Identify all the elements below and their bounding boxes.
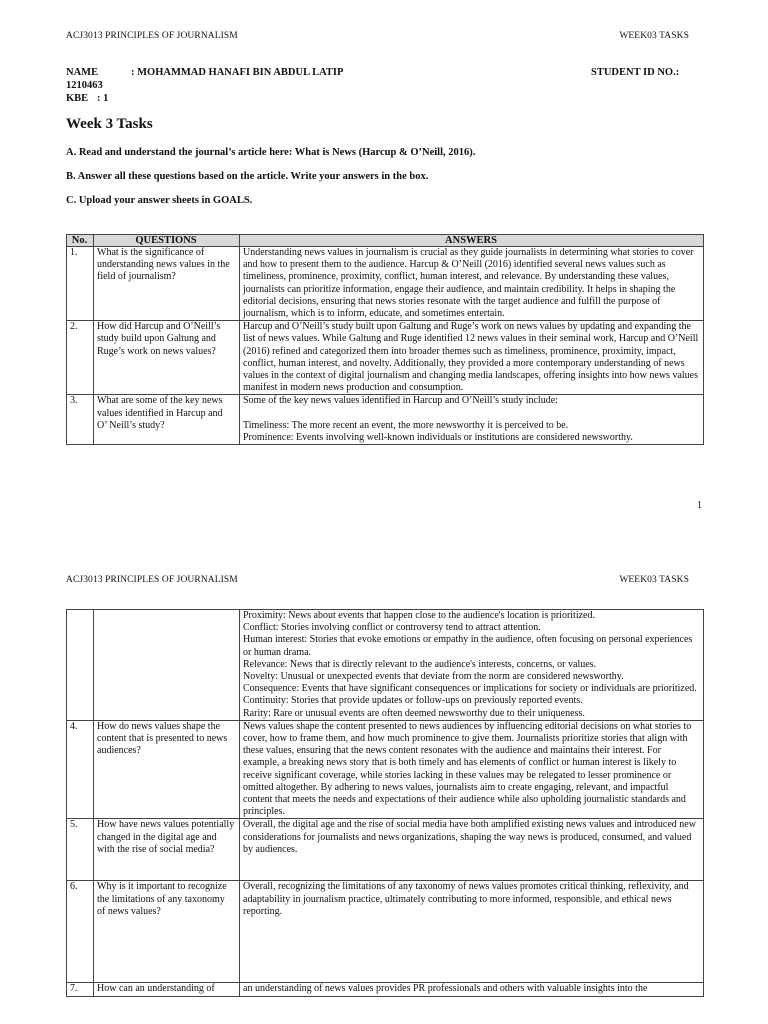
answer-item: Conflict: Stories involving conflict or controversy tend to attract attention.	[243, 622, 541, 634]
answer-item: Rarity: Rare or unusual events are often deemed newsworthy due to their uniqueness.	[243, 707, 585, 719]
student-id-value: 1210463	[66, 80, 103, 91]
question-cell: How have news values potentially changed in the digital age and with the rise of social media?	[94, 819, 240, 881]
answer-cell: an understanding of news values provides PR professionals and others with valuable insights into the	[240, 983, 704, 996]
answer-cell: News values shape the content presented to news audiences by influencing editorial decisions on what stories to cover, how to frame them, and how much prominence to give them. Journalists prioritize stories that align with these values, ensuring that the news content resonates with the audience and maintains their interest. For example, a breaking news story that is both timely and has elements of conflict or human interest is likely to receive significant coverage, while stories lacking in these values may be relegated to lesser prominence or omitted altogether. By adhering to news values, journalists aim to create engaging, relevant, and impactful content that meets the needs and expectations of their audience while also upholding journalistic standards and principles.	[240, 720, 704, 819]
week-header: WEEK03 TASKS	[619, 575, 689, 585]
column-header-no: No.	[67, 235, 94, 247]
page-title: Week 3 Tasks	[66, 116, 153, 132]
qa-table-page-2	[66, 609, 704, 997]
question-cell	[94, 610, 240, 721]
row-number: 2.	[67, 321, 94, 395]
answer-cell: Harcup and O’Neill’s study built upon Galtung and Ruge’s work on news values by updating and expanding the list of news values. While Galtung and Ruge identified 12 news values in their seminal work, Harcup and O’Neill (2016) refined and categorized them into broader themes such as timeliness, prominence, proximity, impact, conflict, human interest, and novelty. Additionally, they provided a more contemporary understanding of news values in the context of digital journalism and changing media landscapes, offering insights into how news values manifest in modern news production and consumption.	[240, 321, 704, 395]
row-number: 7.	[67, 983, 94, 996]
answer-cell: Overall, recognizing the limitations of any taxonomy of news values promotes critical thinking, reflexivity, and adaptability in journalism practice, ultimately contributing to more informed, responsible, and ethical news reporting.	[240, 881, 704, 983]
table-row	[67, 610, 704, 721]
answer-item: Prominence: Events involving well-known individuals or institutions are considered newsworthy.	[243, 431, 633, 443]
question-cell: How can an understanding of	[94, 983, 240, 996]
table-row	[67, 983, 704, 996]
answer-item: Relevance: News that is directly relevant to the audience's interests, concerns, or values.	[243, 658, 597, 670]
row-number: 1.	[67, 247, 94, 321]
week-header: WEEK03 TASKS	[619, 31, 689, 41]
table-header-row	[67, 235, 704, 247]
page-number: 1	[697, 500, 702, 511]
table-row	[67, 247, 704, 321]
row-number: 5.	[67, 819, 94, 881]
answer-intro: Some of the key news values identified in Harcup and O’Neill’s study include:	[243, 395, 558, 407]
kbe-value: : 1	[97, 93, 109, 104]
name-label: NAME	[66, 67, 99, 78]
table-row	[67, 881, 704, 983]
question-cell: How did Harcup and O’Neill’s study build upon Galtung and Ruge’s work on news values?	[94, 321, 240, 395]
question-cell: Why is it important to recognize the limitations of any taxonomy of news values?	[94, 881, 240, 983]
answer-cell: Understanding news values in journalism is crucial as they guide journalists in determining what stories to cover and how to present them to the audience. Harcup & O’Neill (2016) identified several news values such as timeliness, prominence, proximity, conflict, human interest, and relevance. By understanding these values, journalists can prioritize information, engage their audience, and maintain credibility. It helps in shaping the editorial decisions, ensuring that news stories resonate with the target audience and fulfill the purpose of journalism, which is to inform, educate, and sometimes entertain.	[240, 247, 704, 321]
question-cell: What is the significance of understanding news values in the field of journalism?	[94, 247, 240, 321]
answer-item: Human interest: Stories that evoke emotions or empathy in the audience, often focusing on personal experiences or human drama.	[243, 634, 693, 658]
answer-cell	[240, 395, 704, 445]
column-header-answers: ANSWERS	[240, 235, 704, 247]
question-cell: What are some of the key news values identified in Harcup and O’ Neill’s study?	[94, 395, 240, 445]
row-number: 4.	[67, 720, 94, 819]
answer-item: Proximity: News about events that happen close to the audience's location is prioritized.	[243, 610, 595, 621]
answer-item: Consequence: Events that have significant consequences or implications for society or individuals are prioritized.	[243, 683, 697, 695]
question-cell: How do news values shape the content that is presented to news audiences?	[94, 720, 240, 819]
kbe-label: KBE	[66, 93, 89, 104]
answer-cell: Overall, the digital age and the rise of social media have both amplified existing news values and introduced new considerations for journalists and news organizations, shaping the way news is produced, consumed, and valued by audiences.	[240, 819, 704, 881]
answer-item: Novelty: Unusual or unexpected events that deviate from the norm are considered newsworthy.	[243, 671, 624, 683]
answer-item: Timeliness: The more recent an event, the more newsworthy it is perceived to be.	[243, 419, 569, 431]
student-id-label: STUDENT ID NO.:	[591, 67, 680, 78]
answer-item: Continuity: Stories that provide updates or follow-ups on previously reported events.	[243, 695, 583, 707]
name-value: : MOHAMMAD HANAFI BIN ABDUL LATIP	[131, 67, 344, 78]
row-number: 3.	[67, 395, 94, 445]
instruction-c: C. Upload your answer sheets in GOALS.	[66, 195, 253, 206]
answer-cell	[240, 610, 704, 721]
row-number	[67, 610, 94, 721]
column-header-questions: QUESTIONS	[94, 235, 240, 247]
table-row	[67, 819, 704, 881]
table-row	[67, 321, 704, 395]
table-row	[67, 720, 704, 819]
qa-table-page-1	[66, 234, 704, 445]
course-header: ACJ3013 PRINCIPLES OF JOURNALISM	[66, 575, 238, 585]
row-number: 6.	[67, 881, 94, 983]
instruction-a: A. Read and understand the journal’s article here: What is News (Harcup & O’Neill, 2016).	[66, 147, 476, 158]
instruction-b: B. Answer all these questions based on the article. Write your answers in the box.	[66, 171, 429, 182]
table-row	[67, 395, 704, 445]
course-header: ACJ3013 PRINCIPLES OF JOURNALISM	[66, 31, 238, 41]
